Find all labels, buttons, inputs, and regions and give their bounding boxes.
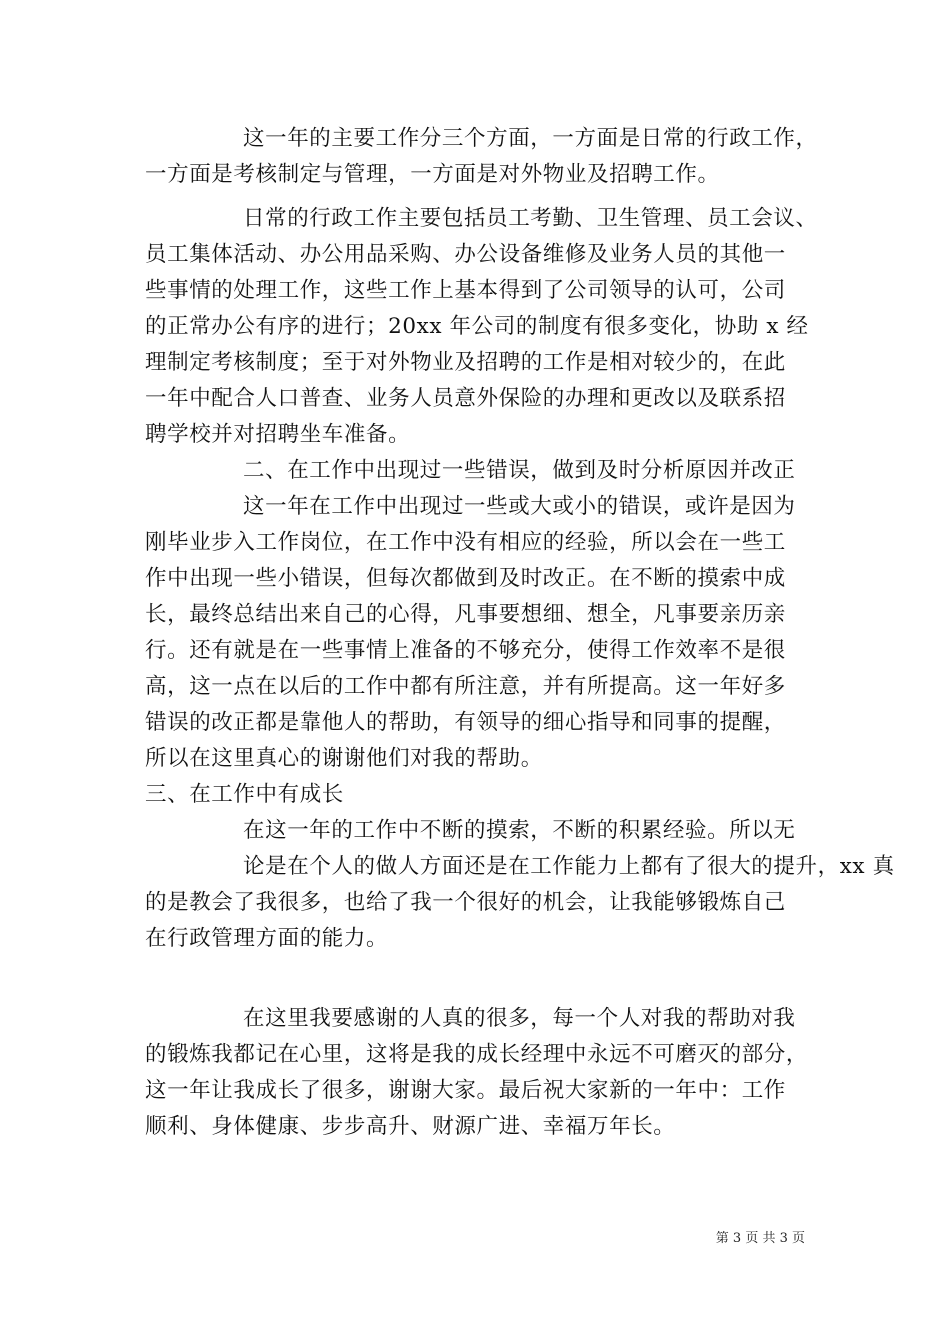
paragraph-line: 理制定考核制度；至于对外物业及招聘的工作是相对较少的，在此	[145, 350, 786, 375]
section-heading: 二、在工作中出现过一些错误，做到及时分析原因并改正	[243, 458, 796, 483]
paragraph-line: 错误的改正都是靠他人的帮助，有领导的细心指导和同事的提醒，	[145, 710, 786, 735]
paragraph-line: 这一年的主要工作分三个方面，一方面是日常的行政工作，	[243, 126, 818, 151]
paragraph-line: 员工集体活动、办公用品采购、办公设备维修及业务人员的其他一	[145, 242, 786, 267]
paragraph-line: 一方面是考核制定与管理，一方面是对外物业及招聘工作。	[145, 162, 720, 187]
paragraph-line: 日常的行政工作主要包括员工考勤、卫生管理、员工会议、	[243, 206, 818, 231]
paragraph-line: 这一年让我成长了很多，谢谢大家。最后祝大家新的一年中：工作	[145, 1078, 786, 1103]
paragraph-line: 的正常办公有序的进行；20xx 年公司的制度有很多变化，协助 x 经	[145, 314, 809, 339]
paragraph-line: 长，最终总结出来自己的心得，凡事要想细、想全，凡事要亲历亲	[145, 602, 786, 627]
paragraph-line: 高，这一点在以后的工作中都有所注意，并有所提高。这一年好多	[145, 674, 786, 699]
paragraph-line	[145, 957, 807, 993]
paragraph-line: 顺利、身体健康、步步高升、财源广进、幸福万年长。	[145, 1114, 676, 1139]
paragraph-line: 这一年在工作中出现过一些或大或小的错误，或许是因为	[243, 494, 796, 519]
paragraph-line: 刚毕业步入工作岗位，在工作中没有相应的经验，所以会在一些工	[145, 530, 786, 555]
paragraph-line: 的锻炼我都记在心里，这将是我的成长经理中永远不可磨灭的部分，	[145, 1042, 809, 1067]
paragraph-line: 聘学校并对招聘坐车准备。	[145, 422, 411, 447]
paragraph-line: 些事情的处理工作，这些工作上基本得到了公司领导的认可，公司	[145, 278, 786, 303]
paragraph-line: 所以在这里真心的谢谢他们对我的帮助。	[145, 746, 543, 771]
paragraph-line: 作中出现一些小错误，但每次都做到及时改正。在不断的摸索中成	[145, 566, 786, 591]
paragraph-line: 论是在个人的做人方面还是在工作能力上都有了很大的提升，xx 真	[243, 854, 895, 879]
paragraph-line: 在行政管理方面的能力。	[145, 926, 389, 951]
page-number: 第 3 页 共 3 页	[715, 1231, 805, 1246]
paragraph-line: 的是教会了我很多，也给了我一个很好的机会，让我能够锻炼自己	[145, 890, 786, 915]
paragraph-line: 三、在工作中有成长	[145, 782, 344, 807]
document-body	[145, 121, 895, 1145]
paragraph-line: 在这里我要感谢的人真的很多，每一个人对我的帮助对我	[243, 1006, 796, 1031]
paragraph-line: 一年中配合人口普查、业务人员意外保险的办理和更改以及联系招	[145, 386, 786, 411]
paragraph-line: 行。还有就是在一些事情上准备的不够充分，使得工作效率不是很	[145, 638, 786, 663]
section-heading: 在这一年的工作中不断的摸索，不断的积累经验。所以无	[243, 818, 796, 843]
